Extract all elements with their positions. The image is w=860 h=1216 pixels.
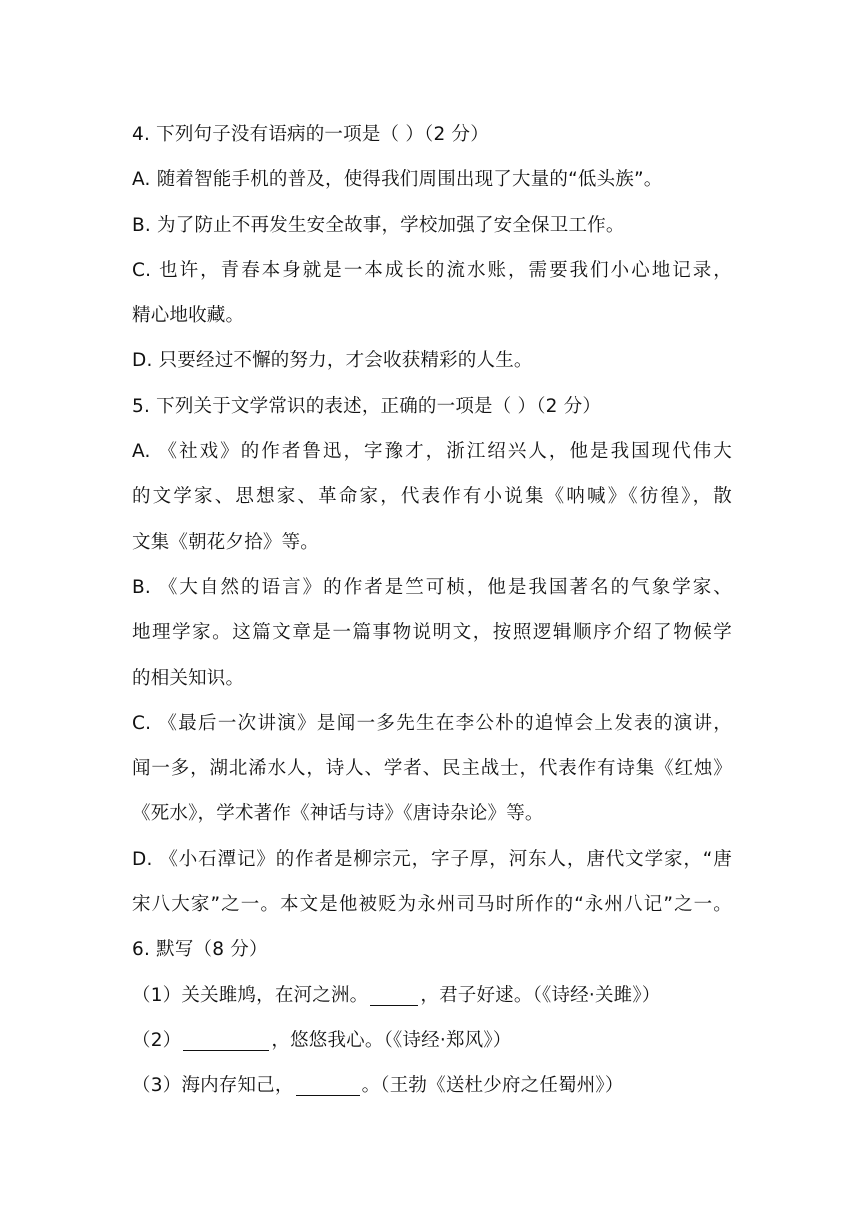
question-6-item-2-prefix: （2） [132,1029,182,1051]
question-6-item-2-suffix: ，悠悠我心。（《诗经·郑风》） [271,1029,512,1051]
question-5-option-c-line-3: 《死水》，学术著作《神话与诗》《唐诗杂论》等。 [132,803,544,825]
question-5-option-b-line-2: 地理学家。这篇文章是一篇事物说明文，按照逻辑顺序介绍了物候学 [132,622,732,644]
question-5-option-b-line-1: B. 《大自然的语言》的作者是竺可桢，他是我国著名的气象学家、 [132,576,732,598]
exam-content [132,112,732,1109]
question-6-item-1-prefix: （1）关关雎鸠，在河之洲。 [132,984,369,1006]
question-6-item-3-prefix: （3）海内存知己， [132,1075,294,1097]
question-4-option-c-line-2: 精心地收藏。 [132,305,245,327]
question-4-option-b: B. 为了防止不再发生安全故事，学校加强了安全保卫工作。 [132,214,625,236]
question-4-option-d: D. 只要经过不懈的努力，才会收获精彩的人生。 [132,350,533,372]
question-6-item-1 [132,973,732,1018]
question-5-option-d-line-2: 宋八大家”之一。本文是他被贬为永州司马时所作的“永州八记”之一。 [132,894,732,916]
question-5-option-c-line-1: C. 《最后一次讲演》是闻一多先生在李公朴的追悼会上发表的演讲， [132,712,732,734]
question-5-option-d-line-1: D. 《小石潭记》的作者是柳宗元，字子厚，河东人，唐代文学家，“唐 [132,848,732,870]
fill-in-blank [370,983,418,1006]
fill-in-blank [296,1073,360,1096]
fill-in-blank [183,1028,269,1051]
question-6-item-3 [132,1063,732,1108]
question-5-option-a-line-1: A. 《社戏》的作者鲁迅，字豫才，浙江绍兴人，他是我国现代伟大 [132,441,732,463]
question-6-item-3-suffix: 。（王勃《送杜少府之任蜀州》） [361,1075,624,1097]
question-5-option-b-line-3: 的相关知识。 [132,667,245,689]
question-4-option-a: A. 随着智能手机的普及，使得我们周围出现了大量的“低头族”。 [132,169,663,191]
question-6-item-2 [132,1018,732,1063]
question-5-option-c-line-2: 闻一多，湖北浠水人，诗人、学者、民主战士，代表作有诗集《红烛》 [132,758,732,780]
question-6-stem: 6. 默写（8 分） [132,939,268,961]
question-4-stem: 4. 下列句子没有语病的一项是（ ）（2 分） [132,124,489,145]
question-5-option-a-line-3: 文集《朝花夕拾》等。 [132,531,320,553]
question-5-stem: 5. 下列关于文学常识的表述，正确的一项是（ ）（2 分） [132,395,602,417]
question-6-item-1-suffix: ，君子好逑。（《诗经·关雎》） [420,984,661,1006]
question-4-option-c-line-1: C. 也许，青春本身就是一本成长的流水账，需要我们小心地记录， [132,259,732,281]
question-5-option-a-line-2: 的文学家、思想家、革命家，代表作有小说集《呐喊》《彷徨》，散 [132,486,732,508]
